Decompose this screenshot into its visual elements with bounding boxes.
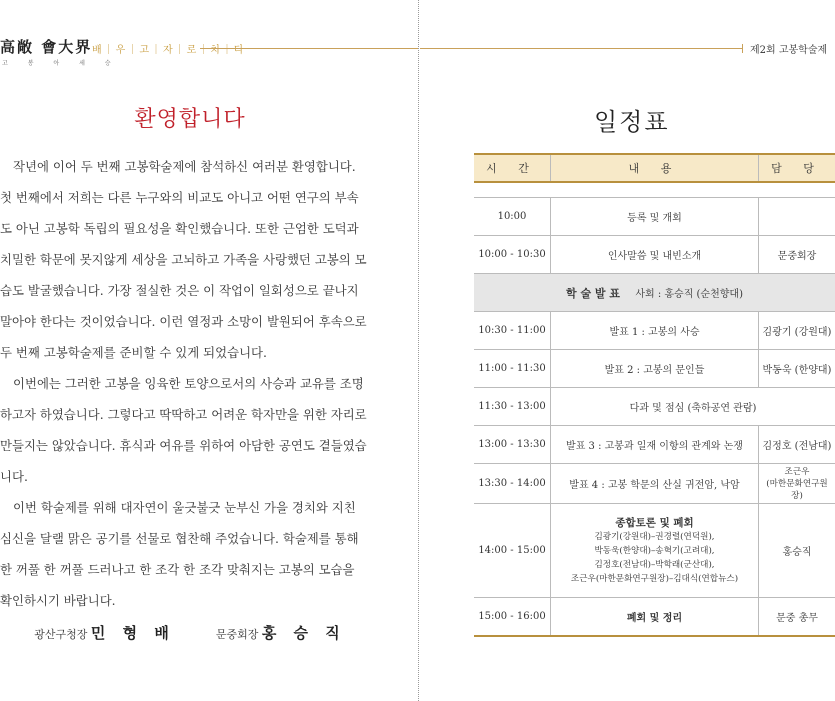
- table-row: [474, 312, 835, 350]
- cell-time: 13:30 - 14:00: [474, 464, 551, 504]
- cell-time: 15:00 - 16:00: [474, 598, 551, 636]
- header-rule-tick: [742, 44, 743, 53]
- cell-person: 홍승직: [759, 504, 835, 598]
- closing-label: 폐회 및 정리: [626, 612, 683, 624]
- cell-time: 10:00: [474, 198, 551, 236]
- event-name: 제2회 고봉학술제: [750, 45, 828, 56]
- cell-content: 발표 2 : 고봉의 문인들: [551, 350, 759, 388]
- cell-content: 발표 3 : 고봉과 일재 이항의 관계와 논쟁: [551, 426, 759, 464]
- cell-time: 14:00 - 15:00: [474, 504, 551, 598]
- cell-person: 김광기 (강원대): [759, 312, 835, 350]
- cell-content: 다과 및 점심 (축하공연 관람): [551, 388, 835, 426]
- table-spacer: [474, 182, 835, 198]
- header-tagline: 배｜우｜고｜자｜로｜치｜다: [92, 45, 246, 56]
- signer-name: 민 형 배: [90, 624, 175, 642]
- table-row: [474, 350, 835, 388]
- schedule-table: [474, 153, 835, 637]
- table-row: [474, 198, 835, 236]
- cell-content: 인사말씀 및 내빈소개: [551, 236, 759, 274]
- welcome-paragraph: 작년에 이어 두 번째 고봉학술제에 참석하신 여러분 환영합니다. 첫 번째에서 저희는 다른 누구와의 비교도 아니고 어떤 연구의 부속도 아닌 고봉학 독립의 필요성을 확인했습니다. 또한 근엄한 도덕과 치밀한 학문에 못지않게 세상을 고뇌하고 가족을 사랑했던 고봉의 모습도 발굴했습니다. 가장 절실한 것은 이 작업이 일회성으로 끝나지 말아야 한다는 것이었습니다. 이런 열정과 소망이 발원되어 후속으로 두 번째 고봉학술제를 준비할 수 있게 되었습니다.: [0, 159, 367, 360]
- cell-person: [759, 198, 835, 236]
- table-row: [474, 388, 835, 426]
- cell-content: 발표 4 : 고봉 학문의 산실 귀전암, 낙암: [551, 464, 759, 504]
- person-affiliation: (마한문화연구원장): [766, 478, 828, 501]
- cell-content: 발표 1 : 고봉의 사승: [551, 312, 759, 350]
- cell-person: 박동욱 (한양대): [759, 350, 835, 388]
- discussion-pair: 박동욱(한양대)–송혁기(고려대),: [594, 546, 715, 556]
- table-header-row: [474, 154, 835, 182]
- signature-line: [0, 622, 380, 643]
- section-host: 사회 : 홍승직 (순천향대): [635, 288, 743, 300]
- table-row: [474, 464, 835, 504]
- discussion-pair: 김정호(전남대)–박학래(군산대),: [594, 560, 715, 570]
- section-row: [474, 274, 835, 312]
- cell-time: 10:30 - 11:00: [474, 312, 551, 350]
- header-rule: [200, 48, 418, 49]
- table-row: [474, 598, 835, 636]
- column-header-time: 시 간: [474, 154, 551, 182]
- cell-time: 11:30 - 13:00: [474, 388, 551, 426]
- column-header-person: 담 당: [759, 154, 835, 182]
- cell-content: 등록 및 개회: [551, 198, 759, 236]
- logo: 高敞 會大界: [0, 38, 93, 56]
- cell-person: 김정호 (전남대): [759, 426, 835, 464]
- welcome-paragraph: 이번에는 그러한 고봉을 잉육한 토양으로서의 사승과 교유를 조명하고자 하였습니다. 그렇다고 딱딱하고 어려운 학자만을 위한 자리로 만들지는 않았습니다. 휴식과 여유를 위하여 아담한 공연도 곁들였습니다.: [0, 376, 367, 484]
- welcome-title: 환영합니다: [134, 107, 246, 132]
- cell-time: 11:00 - 11:30: [474, 350, 551, 388]
- welcome-paragraph: 이번 학술제를 위해 대자연이 울긋불긋 눈부신 가을 경치와 지친 심신을 달랠 맑은 공기를 선물로 협찬해 주었습니다. 학술제를 통해 한 꺼풀 한 꺼풀 드러나고 한 조각 한 조각 맞춰지는 고봉의 모습을 확인하시기 바랍니다.: [0, 500, 359, 608]
- cell-content: [551, 598, 759, 636]
- signer-role: 문중회장: [215, 628, 259, 641]
- person-name: 조근우: [784, 466, 810, 477]
- welcome-body: [0, 151, 368, 616]
- schedule-title: 일정표: [594, 108, 670, 136]
- section-cell: [474, 274, 835, 312]
- discussion-pair: 김광기(강원대)–권경렬(연덕원),: [594, 532, 715, 542]
- cell-person: 문중 총무: [759, 598, 835, 636]
- column-header-content: 내 용: [551, 154, 759, 182]
- logo-subtitle: 고 봉 아 세 승: [2, 60, 120, 67]
- page-fold-line: [418, 0, 419, 701]
- cell-time: 13:00 - 13:30: [474, 426, 551, 464]
- discussion-pair: 조근우(마한문화연구원장)–김대식(연합뉴스): [570, 574, 739, 584]
- signer-role: 광산구청장: [34, 628, 88, 641]
- cell-time: 10:00 - 10:30: [474, 236, 551, 274]
- discussion-title: 종합토론 및 폐회: [615, 517, 694, 529]
- header-rule: [420, 48, 742, 49]
- table-row: [474, 236, 835, 274]
- discussion-row: [474, 504, 835, 598]
- cell-content: [551, 504, 759, 598]
- section-label: 학 술 발 표: [566, 286, 620, 300]
- table-row: [474, 426, 835, 464]
- cell-person: [759, 464, 835, 504]
- signer-name: 홍 승 직: [261, 624, 346, 642]
- cell-person: 문중회장: [759, 236, 835, 274]
